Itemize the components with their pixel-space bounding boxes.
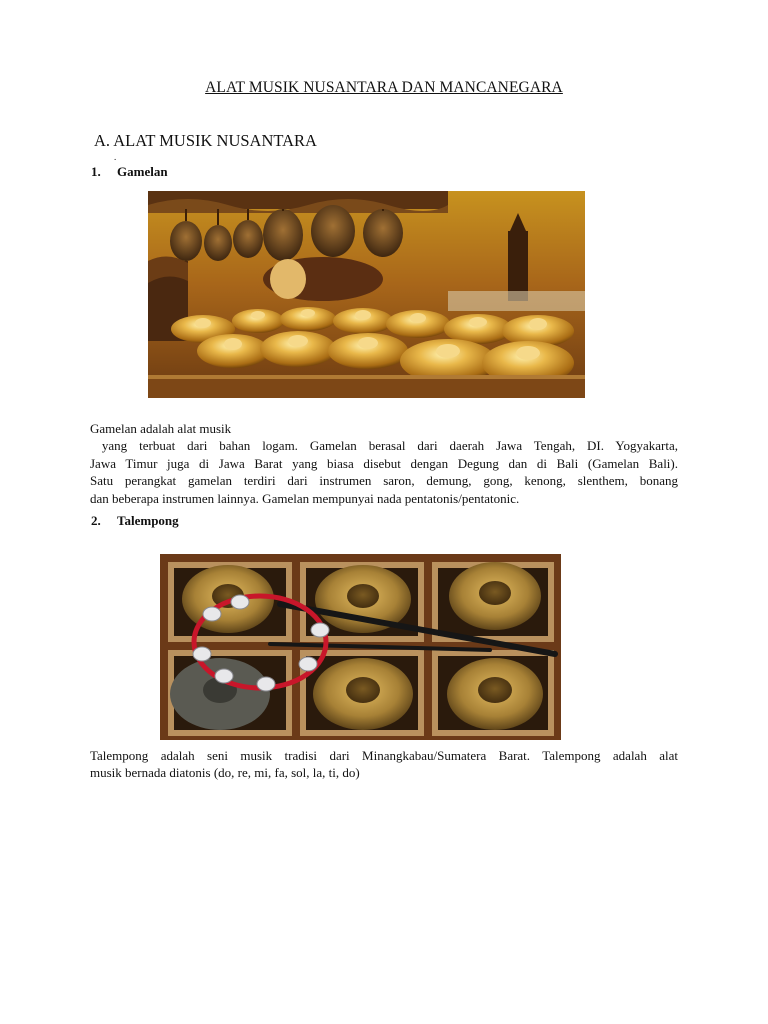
paragraph-line: Satu perangkat gamelan terdiri dari instrumen saron, demung, gong, kenong, slenthem, bonang bbox=[90, 473, 678, 489]
item-number: 2. bbox=[91, 513, 101, 528]
item-heading-talempong bbox=[91, 513, 179, 529]
marker-dot: . bbox=[114, 152, 117, 162]
gamelan-photo bbox=[148, 191, 585, 398]
talempong-description bbox=[90, 747, 678, 782]
gamelan-description bbox=[90, 420, 678, 507]
item-name: Gamelan bbox=[117, 164, 168, 179]
paragraph-line: Jawa Timur juga di Jawa Barat yang biasa disebut dengan Degung dan di Bali (Gamelan Bali). bbox=[90, 455, 678, 471]
talempong-photo bbox=[160, 554, 561, 740]
item-name: Talempong bbox=[117, 513, 179, 528]
item-heading-gamelan bbox=[91, 164, 168, 180]
paragraph-line: Gamelan adalah alat musik bbox=[90, 421, 232, 436]
paragraph-line: yang terbuat dari bahan logam. Gamelan berasal dari daerah Jawa Tengah, DI. Yogyakarta, bbox=[90, 438, 678, 454]
document-title: ALAT MUSIK NUSANTARA DAN MANCANEGARA bbox=[205, 79, 563, 96]
section-heading: A. ALAT MUSIK NUSANTARA bbox=[94, 131, 317, 150]
item-number: 1. bbox=[91, 164, 101, 179]
paragraph-line: dan beberapa instrumen lainnya. Gamelan mempunyai nada pentatonis/pentatonic. bbox=[90, 490, 520, 506]
paragraph-line: musik bernada diatonis (do, re, mi, fa, sol, la, ti, do) bbox=[90, 765, 360, 781]
paragraph-line: Talempong adalah seni musik tradisi dari Minangkabau/Sumatera Barat. Talempong adalah alat bbox=[90, 748, 678, 763]
